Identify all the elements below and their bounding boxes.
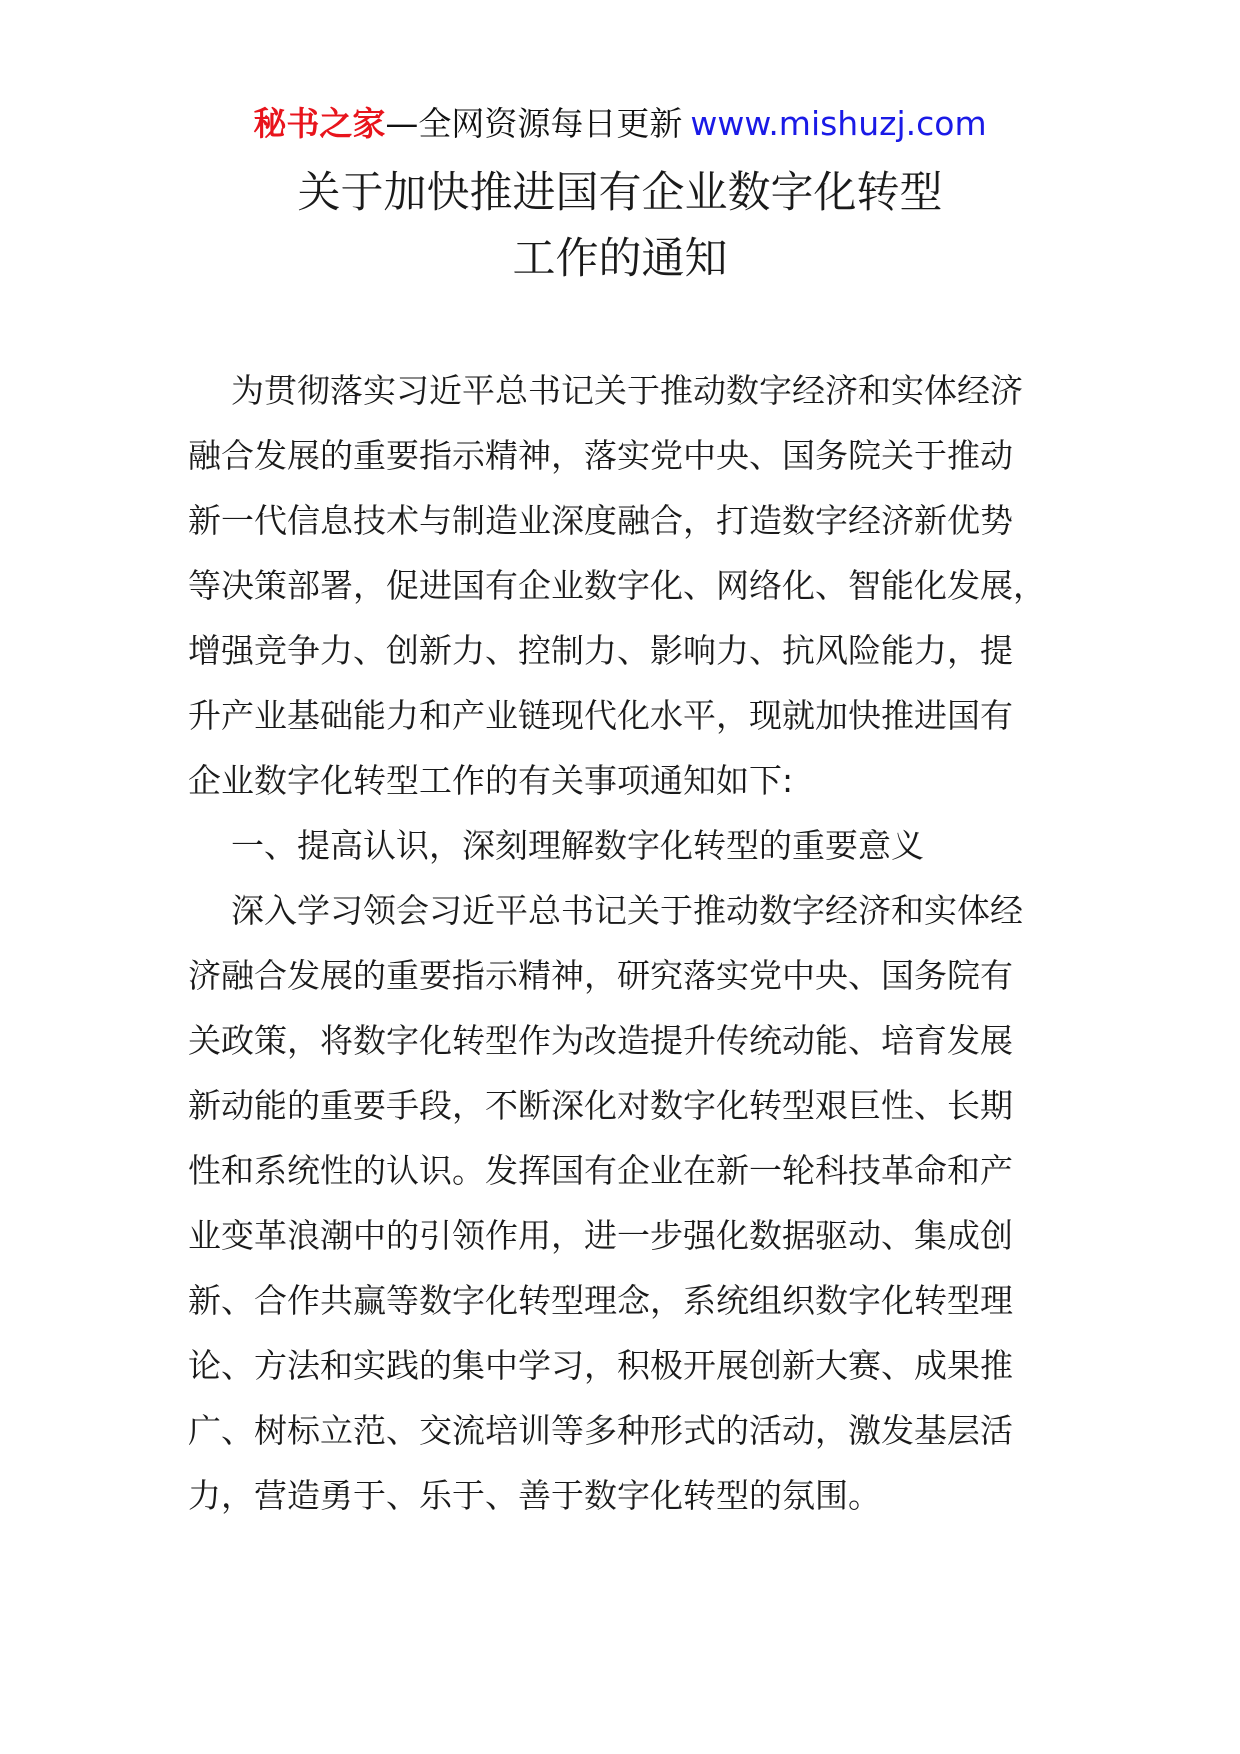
body-line: 为贯彻落实习近平总书记关于推动数字经济和实体经济 xyxy=(231,371,1023,410)
header-slogan: —全网资源每日更新 xyxy=(385,104,683,143)
body-line: 新动能的重要手段，不断深化对数字化转型艰巨性、长期 xyxy=(188,1086,1013,1125)
body-line: 力，营造勇于、乐于、善于数字化转型的氛围。 xyxy=(188,1476,881,1515)
body-line: 深入学习领会习近平总书记关于推动数字经济和实体经 xyxy=(231,891,1023,930)
body-line: 广、树标立范、交流培训等多种形式的活动，激发基层活 xyxy=(188,1411,1013,1450)
brand-name: 秘书之家 xyxy=(253,104,386,143)
body-line: 增强竞争力、创新力、控制力、影响力、抗风险能力，提 xyxy=(188,631,1013,670)
body-line: 关政策，将数字化转型作为改造提升传统动能、培育发展 xyxy=(188,1021,1013,1060)
body-line: 论、方法和实践的集中学习，积极开展创新大赛、成果推 xyxy=(188,1346,1013,1385)
site-url-link[interactable]: www.mishuzj.com xyxy=(690,104,987,143)
section-heading: 一、提高认识，深刻理解数字化转型的重要意义 xyxy=(231,826,924,865)
body-line: 升产业基础能力和产业链现代化水平，现就加快推进国有 xyxy=(188,696,1013,735)
body-line: 等决策部署，促进国有企业数字化、网络化、智能化发展， xyxy=(188,566,1046,605)
body-line: 济融合发展的重要指示精神，研究落实党中央、国务院有 xyxy=(188,956,1013,995)
body-line: 新、合作共赢等数字化转型理念，系统组织数字化转型理 xyxy=(188,1281,1013,1320)
body-line: 业变革浪潮中的引领作用，进一步强化数据驱动、集成创 xyxy=(188,1216,1013,1255)
site-header xyxy=(0,100,1240,148)
document-body xyxy=(188,358,1068,1528)
body-line: 性和系统性的认识。发挥国有企业在新一轮科技革命和产 xyxy=(188,1151,1013,1190)
body-line: 企业数字化转型工作的有关事项通知如下: xyxy=(188,761,794,800)
title-line-1: 关于加快推进国有企业数字化转型 xyxy=(297,168,943,218)
document-title xyxy=(0,160,1240,292)
body-line: 融合发展的重要指示精神，落实党中央、国务院关于推动 xyxy=(188,436,1013,475)
body-line: 新一代信息技术与制造业深度融合，打造数字经济新优势 xyxy=(188,501,1013,540)
title-line-2: 工作的通知 xyxy=(512,234,728,284)
